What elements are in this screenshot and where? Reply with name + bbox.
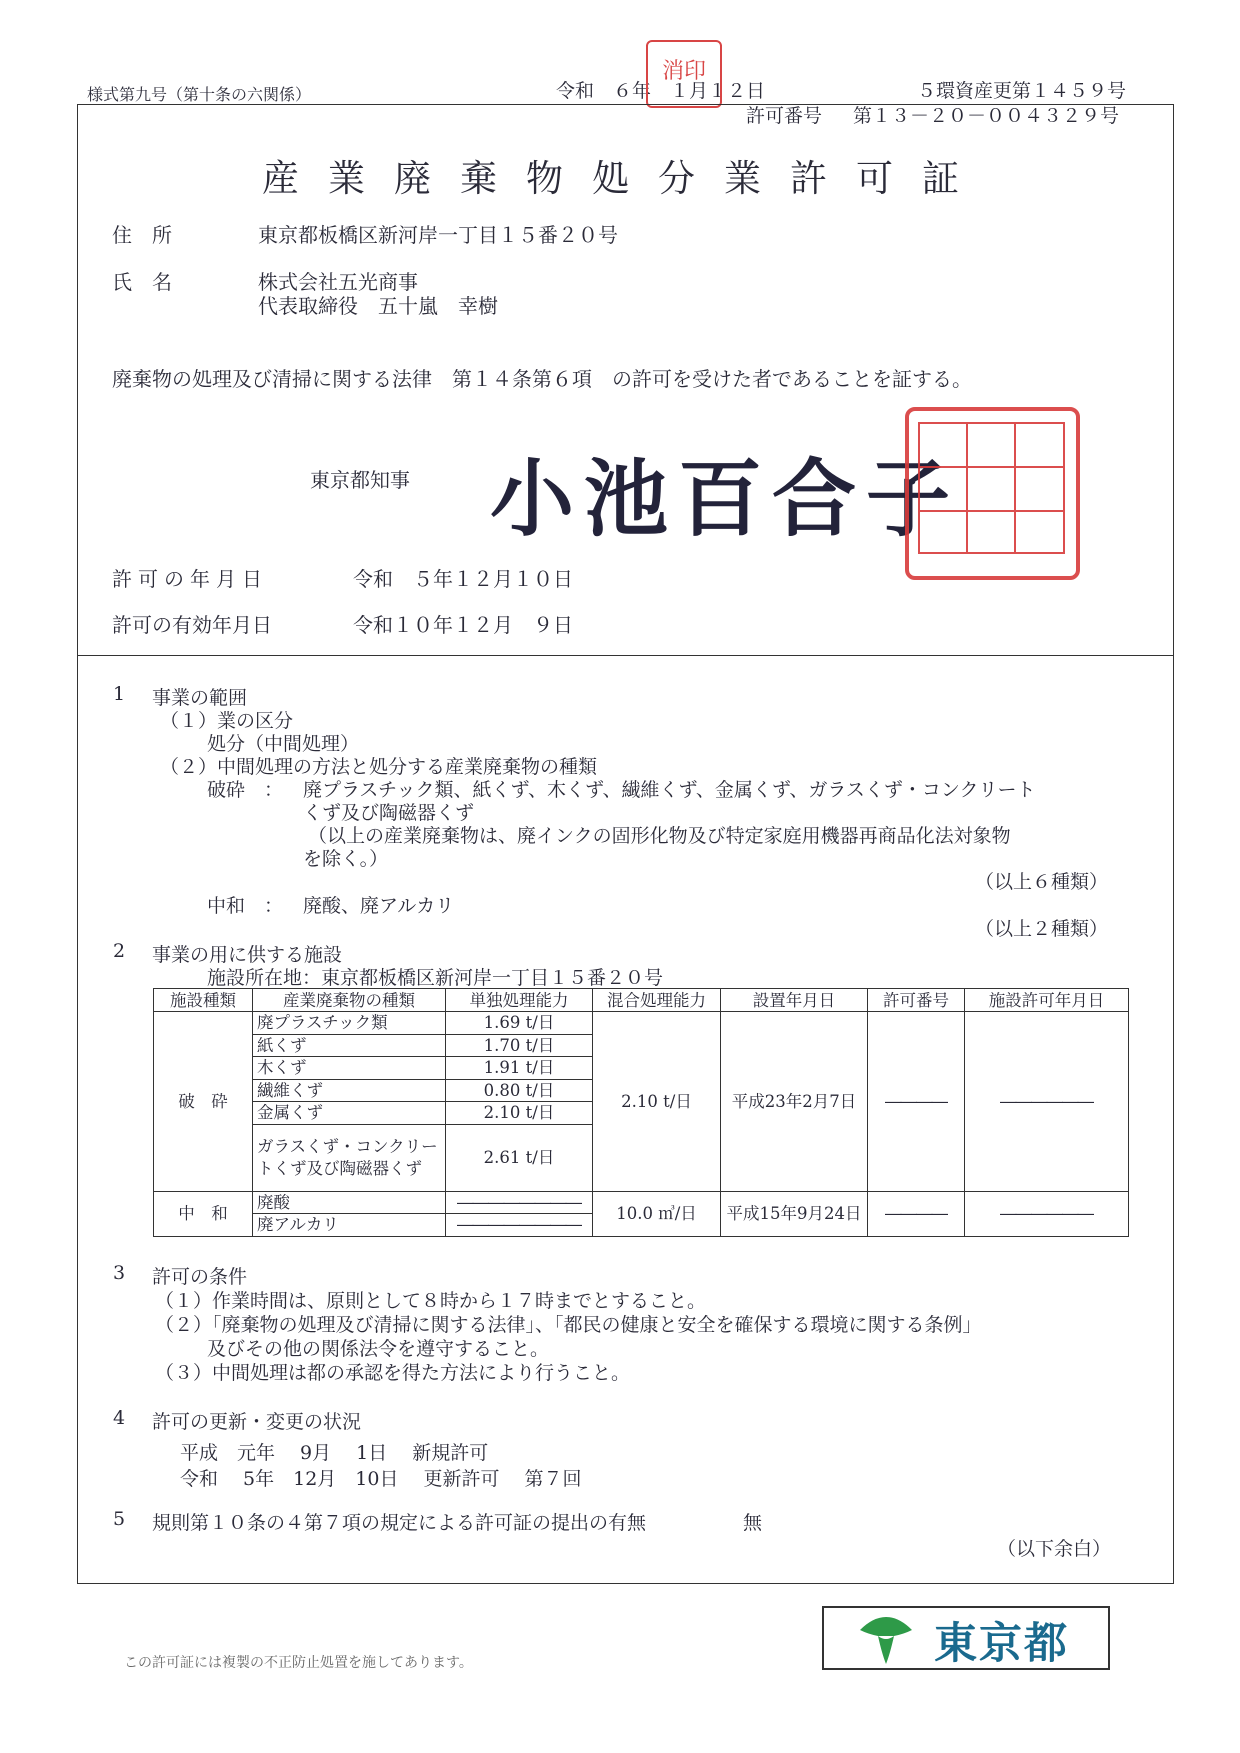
seal-pattern [909,411,1074,566]
history-1: 平成 元年 9月 1日 新規許可 [180,1442,489,1464]
section5-text: 規則第１０条の４第７項の規定による許可証の提出の有無 [152,1512,647,1534]
permit-date-label: 許可の年月日 [112,567,268,591]
crush-note2: を除く。） [303,848,389,870]
single-capacity: ―――――――― [446,1214,593,1237]
neutral-count: （以上２種類） [975,918,1109,940]
table-row [154,1012,1129,1035]
crush-count: （以上６種類） [975,871,1109,893]
section4-title: 許可の更新・変更の状況 [152,1411,362,1433]
corner-stamp: 消印 [646,40,722,108]
single-capacity: 1.91 t/日 [446,1057,593,1080]
facility-permit-number: ―――― [868,1191,965,1236]
condition-3: （３）中間処理は都の承認を得た方法により行うこと。 [155,1362,631,1384]
doc-number: ５環資産更第１４５９号 [917,80,1127,102]
facility-permit-date: ―――――― [965,1191,1129,1236]
table-header: 単独処理能力 [446,989,593,1012]
waste-type: 紙くず [253,1034,446,1057]
single-capacity: 2.10 t/日 [446,1102,593,1125]
facility-type: 破 砕 [154,1012,253,1192]
mixed-capacity: 10.0 ㎥/日 [593,1191,721,1236]
condition-1: （１）作業時間は、原則として８時から１７時までとすること。 [155,1290,707,1312]
single-capacity: ―――――――― [446,1191,593,1214]
footer-note: この許可証には複製の不正防止処置を施してあります。 [124,1655,473,1671]
table-header: 許可番号 [868,989,965,1012]
certify-text: 廃棄物の処理及び清掃に関する法律 第１４条第６項 の許可を受けた者であることを証する。 [112,367,972,391]
section5-value: 無 [743,1512,763,1534]
governor-signature: 小池百合子 [490,449,961,548]
crush-label: 破砕 ： [207,779,284,801]
permit-label: 許可番号 [746,105,823,127]
valid-date-label: 許可の有効年月日 [112,613,272,637]
method-label: （２）中間処理の方法と処分する産業廃棄物の種類 [160,756,598,778]
waste-type: 廃アルカリ [253,1214,446,1237]
neutral-value: 廃酸、廃アルカリ [303,895,455,917]
single-capacity: 1.70 t/日 [446,1034,593,1057]
logo-text: 東京都 [934,1619,1069,1669]
section1-title: 事業の範囲 [152,687,248,709]
governor-seal [905,407,1080,580]
company-name: 株式会社五光商事 [258,270,418,294]
facility-location: 施設所在地：東京都板橋区新河岸一丁目１５番２０号 [207,967,664,989]
section3-title: 許可の条件 [152,1266,248,1288]
name-label: 氏 名 [112,270,172,294]
single-capacity: 0.80 t/日 [446,1079,593,1102]
end-note: （以下余白） [997,1538,1112,1560]
divider [77,655,1174,656]
mixed-capacity: 2.10 t/日 [593,1012,721,1192]
address: 東京都板橋区新河岸一丁目１５番２０号 [258,223,618,247]
ginkgo-icon [854,1610,918,1668]
business-type-label: （１）業の区分 [160,710,294,732]
facility-table [153,988,1129,1237]
section4-num: 4 [113,1407,126,1429]
table-header: 施設許可年月日 [965,989,1129,1012]
section2-num: 2 [113,940,126,962]
valid-date: 令和１０年１２月 ９日 [353,613,573,637]
permit-date: 令和 ５年１２月１０日 [353,567,573,591]
page-title: 産業廃棄物処分業許可証 [262,157,988,200]
condition-2b: 及びその他の関係法令を遵守すること。 [207,1338,550,1360]
waste-type: 繊維くず [253,1079,446,1102]
section5-num: 5 [113,1508,126,1530]
business-type-value: 処分（中間処理） [207,733,360,755]
table-header: 産業廃棄物の種類 [253,989,446,1012]
waste-type: 木くず [253,1057,446,1080]
installed-date: 平成15年9月24日 [721,1191,868,1236]
single-capacity: 1.69 t/日 [446,1012,593,1035]
representative: 代表取締役 五十嵐 幸樹 [258,294,498,318]
table-header: 混合処理能力 [593,989,721,1012]
table-header: 設置年月日 [721,989,868,1012]
table-row [154,1191,1129,1214]
permit-number: 第１３－２０－００４３２９号 [853,105,1120,127]
table-header: 施設種類 [154,989,253,1012]
section3-num: 3 [113,1262,126,1284]
facility-permit-number: ―――― [868,1012,965,1192]
section2-title: 事業の用に供する施設 [152,944,343,966]
history-2: 令和 5年 12月 10日 更新許可 第７回 [180,1468,582,1490]
neutral-label: 中和 ： [207,895,284,917]
waste-type: 金属くず [253,1102,446,1125]
waste-type: 廃プラスチック類 [253,1012,446,1035]
table-header-row [154,989,1129,1012]
section1-num: 1 [113,683,126,705]
facility-permit-date: ―――――― [965,1012,1129,1192]
form-label: 様式第九号（第十条の六関係） [87,85,312,104]
crush-line1: 廃プラスチック類、紙くず、木くず、繊維くず、金属くず、ガラスくず・コンクリート [303,779,1036,801]
address-label: 住 所 [112,223,172,247]
waste-type: 廃酸 [253,1191,446,1214]
single-capacity: 2.61 t/日 [446,1124,593,1191]
waste-type: ガラスくず・コンクリートくず及び陶磁器くず [253,1124,446,1191]
governor-label: 東京都知事 [310,468,410,492]
crush-line2: くず及び陶磁器くず [303,802,475,824]
tokyo-logo [822,1606,1110,1670]
condition-2a: （２）「廃棄物の処理及び清掃に関する法律」、「都民の健康と安全を確保する環境に関する条例」 [155,1314,982,1336]
crush-note1: （以上の産業廃棄物は、廃インクの固形化物及び特定家庭用機器再商品化法対象物 [308,825,1011,847]
installed-date: 平成23年2月7日 [721,1012,868,1192]
issue-date: 令和 ６年 １月１２日 [556,80,766,102]
facility-type: 中 和 [154,1191,253,1236]
